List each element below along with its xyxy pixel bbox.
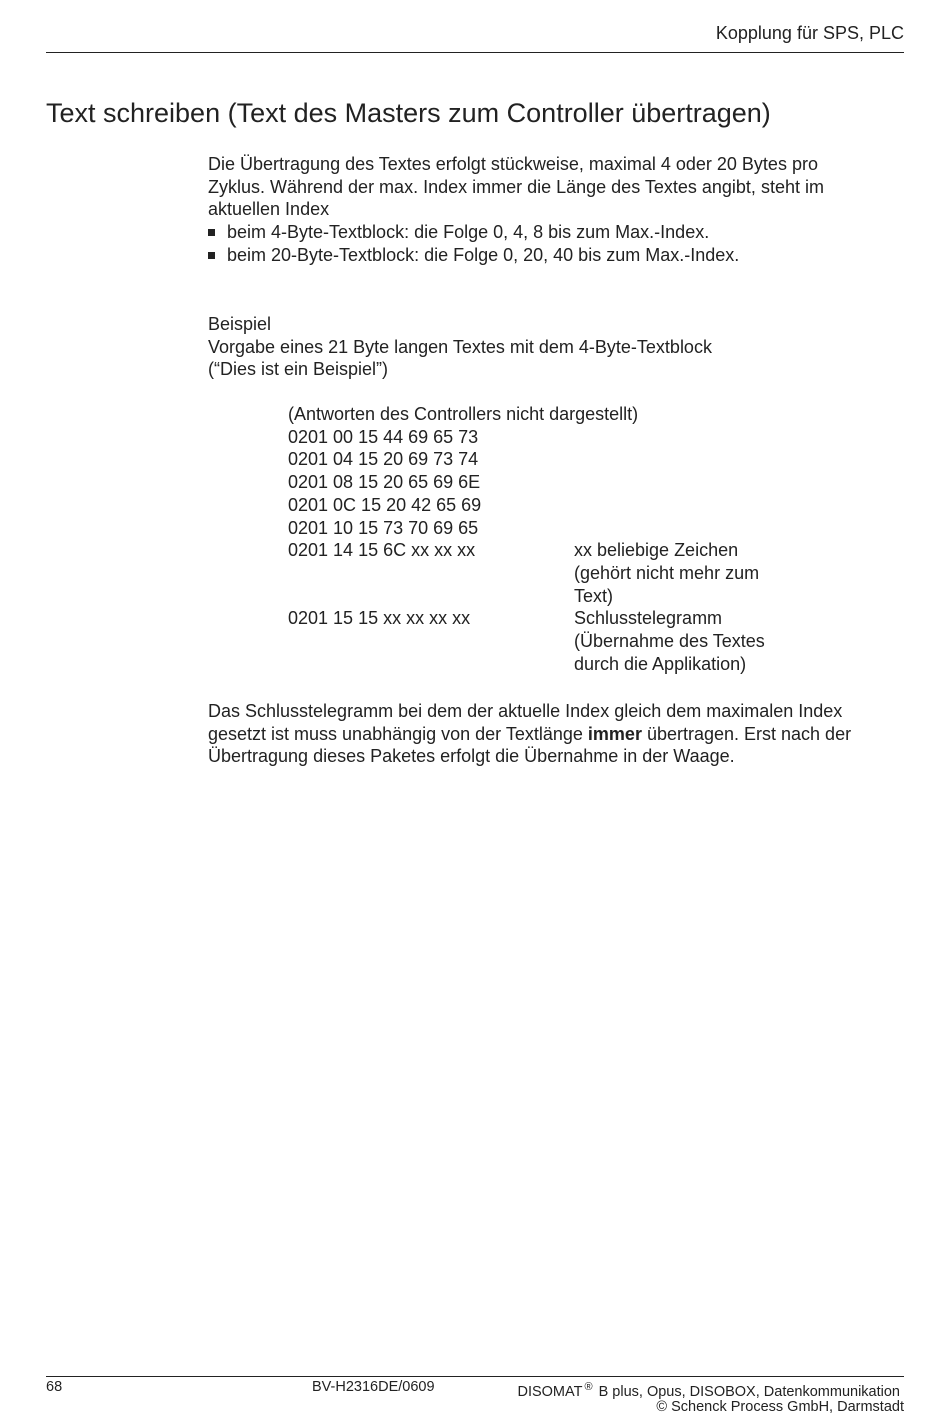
telegram-row — [288, 494, 638, 517]
closing-paragraph — [208, 700, 898, 768]
telegram-value: 0201 14 15 6C xx xx xx — [288, 540, 476, 561]
bullet-item — [208, 244, 898, 267]
note-line: durch die Applikation) — [574, 653, 747, 674]
product-rest: B plus, Opus, DISOBOX, Datenkommunikation — [594, 1384, 900, 1400]
example-line: (“Dies ist ein Beispiel”) — [208, 359, 389, 380]
telegram-value: 0201 04 15 20 69 73 74 — [288, 449, 479, 470]
intro-line: aktuellen Index — [208, 199, 330, 220]
telegram-value: 0201 00 15 44 69 65 73 — [288, 426, 479, 447]
closing-text: übertragen. Erst nach der — [641, 723, 852, 744]
example-paragraph — [208, 313, 898, 381]
product-name: DISOMAT — [517, 1384, 583, 1400]
example-heading: Beispiel — [208, 314, 272, 334]
example-line: Vorgabe eines 21 Byte langen Textes mit dem 4-Byte-Textblock — [208, 336, 712, 357]
note-line: Schlusstelegramm — [574, 608, 723, 629]
telegram-value: 0201 15 15 xx xx xx xx — [288, 608, 471, 629]
bullet-item — [208, 221, 898, 244]
bullet-text: beim 20-Byte-Textblock: die Folge 0, 20, 40 bis zum Max.-Index. — [227, 244, 740, 265]
closing-line: Übertragung dieses Paketes erfolgt die Übernahme in der Waage. — [208, 746, 735, 767]
document-code: BV-H2316DE/0609 — [312, 1379, 435, 1395]
section-title: Text schreiben (Text des Masters zum Controller übertragen) — [46, 98, 771, 128]
telegram-note — [574, 607, 794, 675]
telegram-caption: (Antworten des Controllers nicht dargestellt) — [288, 404, 639, 424]
closing-line — [208, 723, 898, 746]
telegram-spacer — [288, 585, 638, 608]
intro-line: Zyklus. Während der max. Index immer die Länge des Textes angibt, steht im — [208, 176, 824, 197]
square-bullet-icon — [208, 252, 215, 259]
registered-mark: ® — [584, 1381, 593, 1393]
telegram-row — [288, 607, 765, 674]
telegram-value: 0201 10 15 73 70 69 65 — [288, 517, 479, 538]
closing-line: Das Schlusstelegramm bei dem der aktuelle Index gleich dem maximalen Index — [208, 701, 843, 721]
note-line: xx beliebige Zeichen — [574, 540, 739, 561]
telegram-spacer — [288, 562, 638, 585]
telegram-row — [288, 426, 638, 449]
running-header: Kopplung für SPS, PLC — [715, 23, 904, 43]
footer-rule — [46, 1376, 904, 1377]
note-line: (gehört nicht mehr zum — [574, 562, 760, 583]
intro-line: Die Übertragung des Textes erfolgt stückweise, maximal 4 oder 20 Bytes pro — [208, 154, 818, 174]
telegram-row — [288, 471, 638, 494]
telegram-row — [288, 517, 638, 540]
note-line: (Übernahme des Textes — [574, 631, 765, 652]
telegram-value: 0201 0C 15 20 42 65 69 — [288, 494, 482, 515]
bullet-text: beim 4-Byte-Textblock: die Folge 0, 4, 8 bis zum Max.-Index. — [227, 222, 710, 243]
header-rule — [46, 52, 904, 53]
closing-text: gesetzt ist muss unabhängig von der Textlänge — [208, 723, 588, 744]
telegram-listing — [288, 403, 765, 674]
telegram-row — [288, 539, 760, 606]
telegram-row — [288, 448, 638, 471]
page-number: 68 — [46, 1379, 63, 1395]
telegram-value: 0201 08 15 20 65 69 6E — [288, 472, 481, 493]
emphasis-immer: immer — [587, 723, 642, 744]
square-bullet-icon — [208, 229, 215, 236]
note-line: Text) — [574, 585, 614, 606]
intro-paragraph — [208, 153, 898, 267]
copyright: © Schenck Process GmbH, Darmstadt — [656, 1399, 904, 1415]
